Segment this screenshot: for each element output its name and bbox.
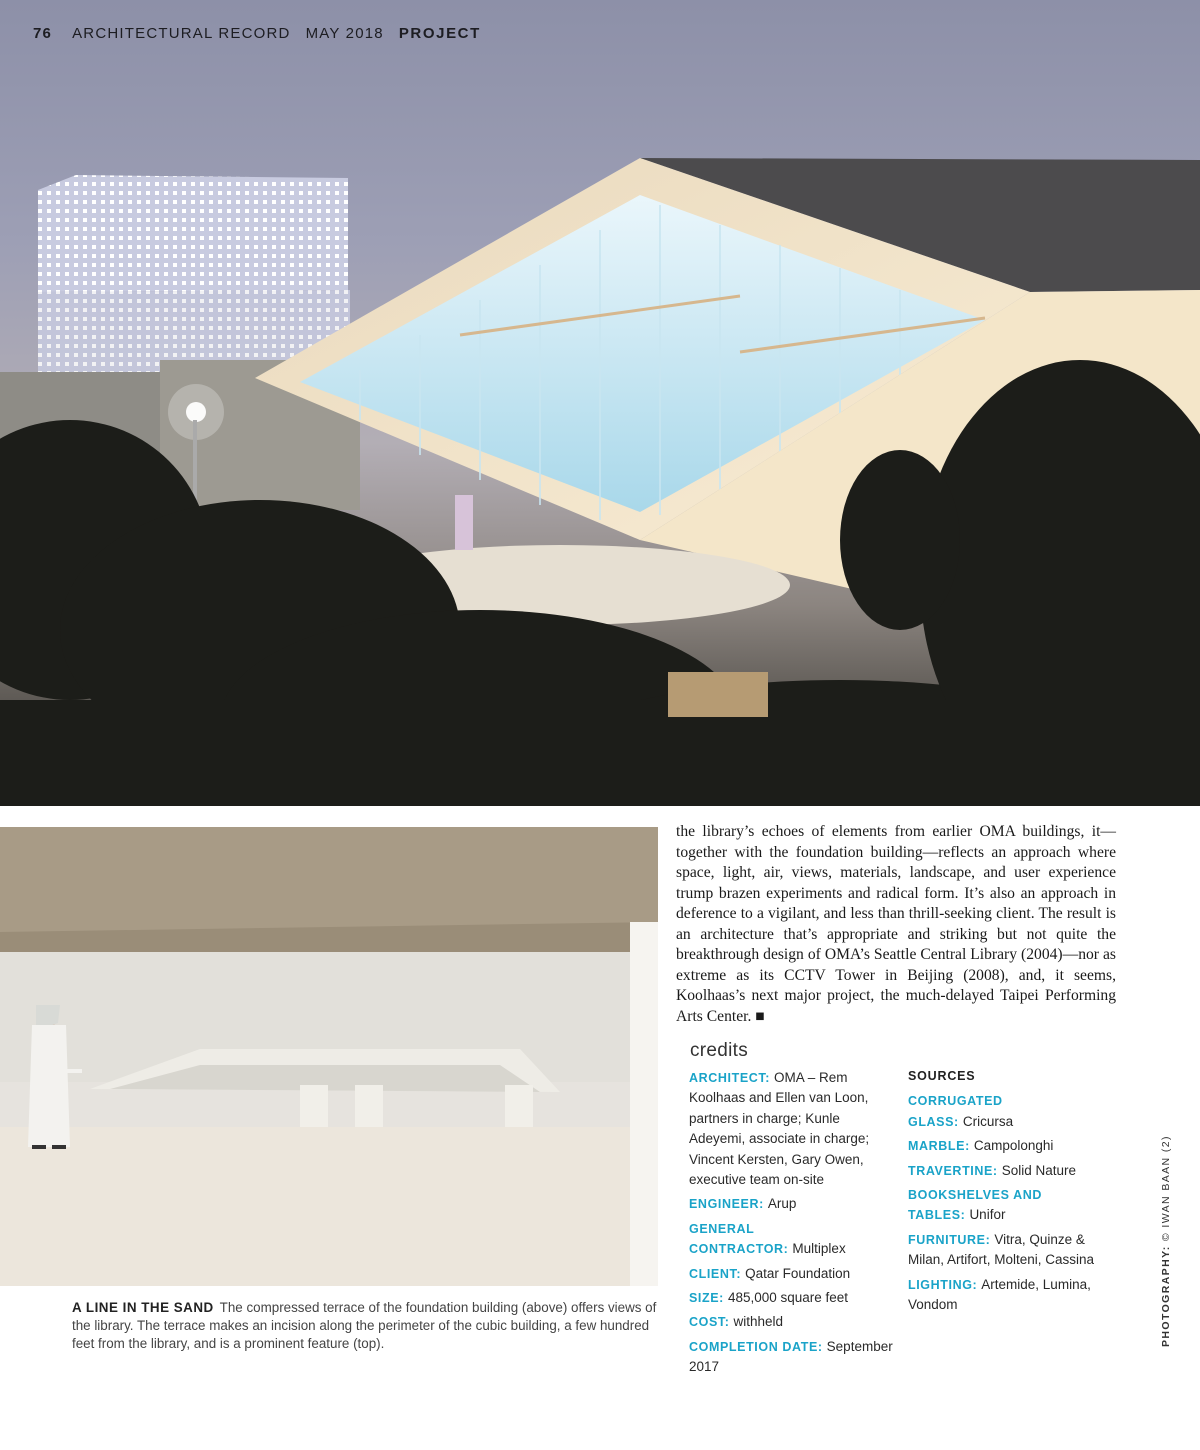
- source-lighting: LIGHTING: Artemide, Lumina, Vondom: [908, 1276, 1091, 1313]
- credit-size: SIZE: 485,000 square feet: [689, 1290, 849, 1306]
- body-paragraph: the library’s echoes of elements from earlier OMA buildings, it—together with the foundation building—reflects an approach where space, light, air, views, materials, landscape, and user experience trump brazen experiments and radical form. It’s also an approach in deference to a vigilant, and less than thrill-seeking client. The result is an architecture that’s appropriate and striking but not quite the breakthrough design of OMA’s Seattle Central Library (2004)—nor as extreme as its CCTV Tower in Beijing (2008), and, it seems, Koolhaas’s next major project, the much-delayed Taipei Performing Arts Center. ■: [676, 823, 1116, 1025]
- page-number: 76: [33, 25, 53, 42]
- credit-completion-date: COMPLETION DATE: September 2017: [689, 1338, 893, 1375]
- photo-credit-value: © IWAN BAAN (2): [1160, 1135, 1172, 1242]
- source-travertine: TRAVERTINE: Solid Nature: [908, 1162, 1076, 1178]
- terrace-photo: [0, 827, 658, 1286]
- source-corrugated-glass: CORRUGATED GLASS: Cricursa: [908, 1094, 1014, 1129]
- caption-text: The compressed terrace of the foundation building (above) offers views of the library. The terrace makes an incision along the perimeter of the cubic building, a few hundred feet from the library, and is a prominent feature (top).: [72, 1300, 657, 1351]
- photo-caption: [72, 1299, 657, 1353]
- credits-heading: credits: [690, 1040, 749, 1061]
- credits-list: [689, 1068, 894, 1382]
- terrace-illustration: [0, 827, 658, 1286]
- source-marble: MARBLE: Campolonghi: [908, 1138, 1054, 1154]
- source-furniture: FURNITURE: Vitra, Quinze & Milan, Artifort, Molteni, Cassina: [908, 1231, 1095, 1268]
- running-head: [33, 25, 496, 42]
- source-bookshelves-tables: BOOKSHELVES AND TABLES: Unifor: [908, 1188, 1043, 1223]
- caption-label: A LINE IN THE SAND: [72, 1300, 214, 1315]
- photo-credit-label: PHOTOGRAPHY:: [1160, 1245, 1172, 1347]
- credit-engineer: ENGINEER: Arup: [689, 1196, 797, 1212]
- credit-client: CLIENT: Qatar Foundation: [689, 1265, 851, 1281]
- section-name: PROJECT: [398, 25, 481, 42]
- sources-heading: SOURCES: [908, 1069, 976, 1083]
- issue-date: MAY 2018: [305, 25, 384, 42]
- sources-list: [908, 1066, 1108, 1319]
- credit-cost: COST: withheld: [689, 1314, 784, 1330]
- credit-architect: ARCHITECT: OMA – Rem Koolhaas and Ellen van Loon, partners in charge; Kunle Adeyemi, associate in charge; Vincent Kersten, Gary Owen, executive team on-site: [689, 1070, 870, 1188]
- magazine-name: ARCHITECTURAL RECORD: [72, 25, 291, 42]
- credit-general-contractor: GENERAL CONTRACTOR: Multiplex: [689, 1221, 846, 1257]
- photo-credit: [1160, 1135, 1172, 1347]
